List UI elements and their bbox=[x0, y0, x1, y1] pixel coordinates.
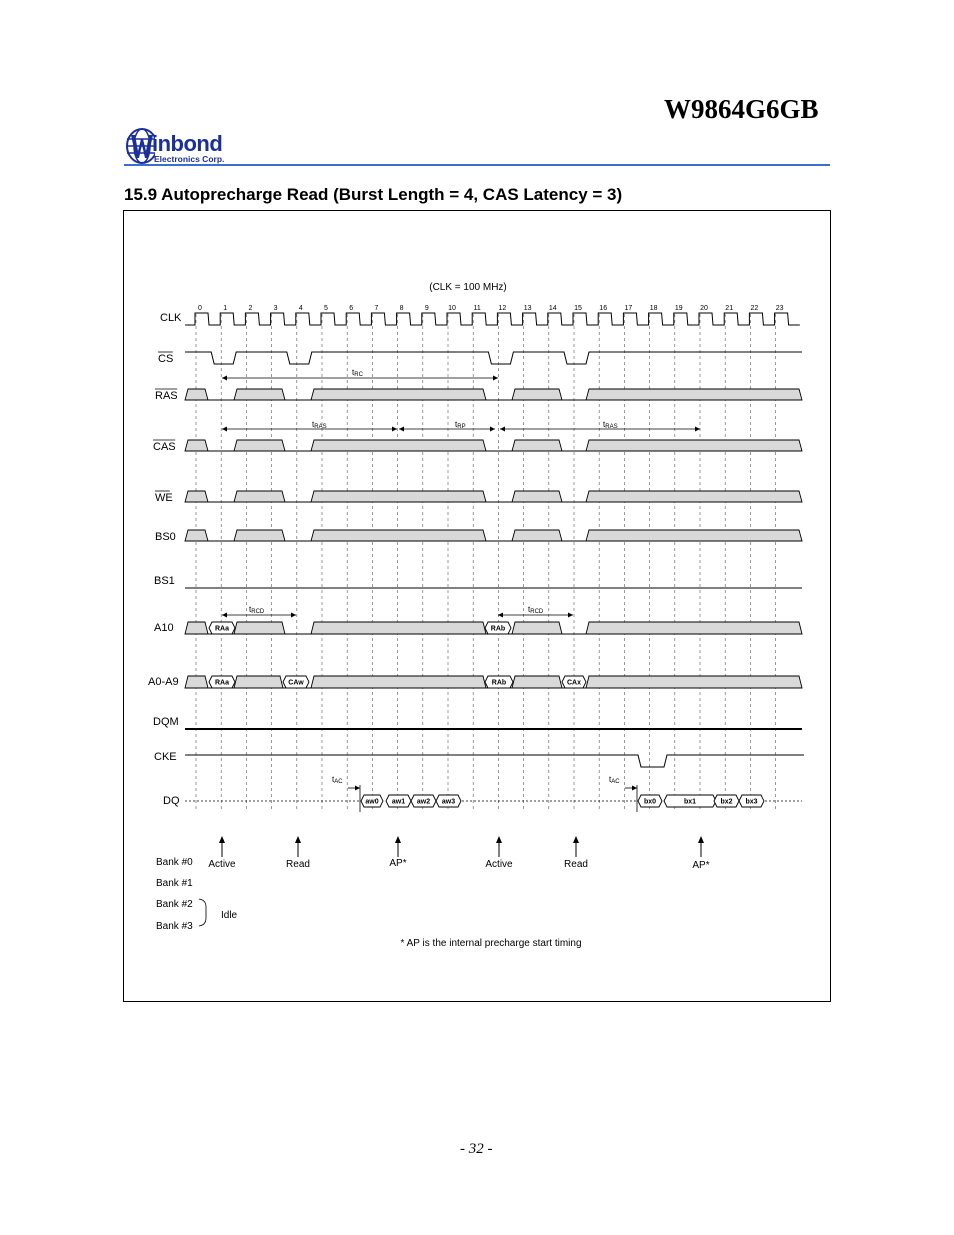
cas-waveform bbox=[185, 440, 802, 451]
tac-arrow-head bbox=[355, 786, 360, 791]
bus-segment bbox=[185, 676, 208, 688]
signal-label-dq: DQ bbox=[163, 795, 180, 807]
bus-segment bbox=[234, 440, 285, 451]
idle-label: Idle bbox=[221, 910, 238, 921]
clock-number: 8 bbox=[399, 305, 404, 312]
a10-value-box-label: RAb bbox=[490, 625, 506, 633]
signal-label-ras: RAS bbox=[155, 390, 178, 402]
waveforms bbox=[185, 313, 804, 807]
tac-label: tAC bbox=[332, 775, 343, 785]
clock-numbers bbox=[198, 305, 784, 312]
clock-number: 14 bbox=[548, 305, 557, 312]
bus-segment bbox=[586, 676, 802, 688]
clock-number: 21 bbox=[725, 305, 734, 312]
bus-segment bbox=[586, 622, 802, 634]
clock-number: 2 bbox=[248, 305, 253, 312]
bus-segment bbox=[185, 491, 208, 502]
bus-segment bbox=[311, 491, 486, 502]
bank-3-label: Bank #3 bbox=[156, 921, 193, 932]
tras-arrow-head bbox=[222, 427, 227, 432]
clock-number: 23 bbox=[775, 305, 784, 312]
event-arrow-head bbox=[295, 836, 301, 843]
bus-segment bbox=[185, 622, 208, 634]
bus-segment bbox=[512, 389, 562, 400]
addr-value-box-label: CAw bbox=[288, 679, 304, 687]
trp-arrow-label: tRP bbox=[455, 420, 466, 430]
clock-number: 7 bbox=[374, 305, 379, 312]
signal-label-cas: CAS bbox=[153, 441, 176, 453]
event-arrow-head bbox=[698, 836, 704, 843]
trc-arrow-label: tRC bbox=[352, 368, 363, 378]
bus-segment bbox=[234, 622, 285, 634]
clock-note: (CLK = 100 MHz) bbox=[429, 282, 507, 293]
clock-number: 6 bbox=[349, 305, 354, 312]
bus-segment bbox=[586, 491, 802, 502]
trcd-arrow-head bbox=[498, 613, 503, 618]
part-number: W9864G6GB bbox=[664, 94, 819, 124]
signal-label-clk: CLK bbox=[160, 312, 182, 324]
bus-segment bbox=[185, 530, 208, 541]
bus-segment bbox=[512, 530, 562, 541]
signal-label-cs: CS bbox=[158, 353, 174, 365]
bus-segment bbox=[311, 676, 486, 688]
trcd-arrow-head bbox=[568, 613, 573, 618]
event-label: Read bbox=[564, 859, 588, 870]
tras-arrow-label: tRAS bbox=[603, 420, 618, 430]
trc-arrow-head bbox=[222, 376, 227, 381]
dq-value-box-label: aw3 bbox=[441, 798, 456, 806]
event-label: AP* bbox=[389, 858, 407, 869]
clock-number: 3 bbox=[273, 305, 278, 312]
tac-arrow-head bbox=[632, 786, 637, 791]
footnote: * AP is the internal precharge start timing bbox=[400, 938, 582, 949]
event-markers bbox=[208, 836, 709, 871]
event-label: Active bbox=[485, 859, 513, 870]
clock-number: 20 bbox=[700, 305, 708, 312]
tras-arrow-label: tRAS bbox=[312, 420, 327, 430]
logo-subtitle: Electronics Corp. bbox=[154, 154, 225, 164]
clock-number: 12 bbox=[498, 305, 507, 312]
clock-number: 18 bbox=[649, 305, 658, 312]
bus-segment bbox=[185, 440, 208, 451]
addr-value-box-label: RAa bbox=[214, 679, 230, 687]
bus-segment bbox=[311, 440, 486, 451]
bus-segment bbox=[586, 389, 802, 400]
bank-1-label: Bank #1 bbox=[156, 878, 193, 889]
bus-segment bbox=[586, 530, 802, 541]
clock-number: 11 bbox=[473, 305, 481, 312]
clock-number: 0 bbox=[198, 305, 202, 312]
signal-label-cke: CKE bbox=[154, 751, 177, 763]
trp-arrow-head bbox=[490, 427, 495, 432]
signal-label-a0-a9: A0-A9 bbox=[148, 676, 179, 688]
clock-number: 10 bbox=[448, 305, 456, 312]
signal-label-we: WE bbox=[155, 492, 173, 504]
addr-value-box-label: RAb bbox=[491, 679, 507, 687]
clock-number: 16 bbox=[599, 305, 608, 312]
bus-segment bbox=[234, 676, 283, 688]
trcd-arrow-label: tRCD bbox=[249, 605, 265, 615]
addr-value-box-label: CAx bbox=[566, 679, 582, 687]
trcd-arrow-head bbox=[291, 613, 296, 618]
tac-label: tAC bbox=[609, 775, 620, 785]
bus-segment bbox=[586, 440, 802, 451]
signal-label-a10: A10 bbox=[154, 622, 174, 634]
clock-number: 22 bbox=[750, 305, 759, 312]
clock-number: 13 bbox=[523, 305, 532, 312]
logo-wordmark: inbond bbox=[152, 131, 223, 156]
a10-value-box-label: RAa bbox=[214, 625, 230, 633]
dq-value-box-label: aw0 bbox=[365, 798, 379, 806]
timing-annotations bbox=[222, 368, 700, 812]
signal-label-bs1: BS1 bbox=[154, 575, 175, 587]
bus-segment bbox=[234, 530, 285, 541]
event-label: Read bbox=[286, 859, 310, 870]
clock-number: 15 bbox=[574, 305, 582, 312]
signal-label-bs0: BS0 bbox=[155, 531, 176, 543]
dq-value-box-label: bx3 bbox=[745, 798, 758, 806]
event-arrow-head bbox=[395, 836, 401, 843]
we-waveform bbox=[185, 491, 802, 502]
idle-brace bbox=[199, 899, 206, 926]
bus-segment bbox=[311, 389, 486, 400]
section-title: 15.9 Autoprecharge Read (Burst Length = 4, CAS Latency = 3) bbox=[124, 185, 623, 204]
tras-arrow-head bbox=[392, 427, 397, 432]
dq-value-box-label: bx2 bbox=[720, 798, 733, 806]
clock-number: 1 bbox=[223, 305, 228, 312]
bus-segment bbox=[512, 440, 562, 451]
clock-number: 5 bbox=[324, 305, 328, 312]
tras-arrow-head bbox=[500, 427, 505, 432]
cke-waveform bbox=[185, 755, 804, 767]
bs0-waveform bbox=[185, 530, 802, 541]
bus-segment bbox=[311, 530, 486, 541]
clock-number: 17 bbox=[624, 305, 633, 312]
bus-segment bbox=[234, 389, 285, 400]
page-number: - 32 - bbox=[460, 1141, 493, 1157]
cs-waveform bbox=[185, 352, 802, 364]
event-arrow-head bbox=[219, 836, 225, 843]
dq-value-box-label: aw2 bbox=[416, 798, 431, 806]
event-arrow-head bbox=[573, 836, 579, 843]
signal-labels bbox=[148, 312, 182, 807]
bank-0-label: Bank #0 bbox=[156, 857, 193, 868]
bank-2-label: Bank #2 bbox=[156, 899, 193, 910]
trcd-arrow-label: tRCD bbox=[528, 605, 544, 615]
event-arrow-head bbox=[496, 836, 502, 843]
bus-segment bbox=[512, 676, 562, 688]
trp-arrow-head bbox=[399, 427, 404, 432]
ras-waveform bbox=[185, 389, 802, 400]
tras-arrow-head bbox=[695, 427, 700, 432]
dq-value-box-label: bx0 bbox=[643, 798, 657, 806]
dq-value-box-label: aw1 bbox=[391, 798, 406, 806]
bus-segment bbox=[512, 622, 562, 634]
signal-label-dqm: DQM bbox=[153, 716, 179, 728]
clk-waveform bbox=[185, 313, 800, 325]
trc-arrow-head bbox=[493, 376, 498, 381]
bus-segment bbox=[512, 491, 562, 502]
event-label: Active bbox=[208, 859, 236, 870]
bus-segment bbox=[185, 389, 208, 400]
clock-number: 19 bbox=[674, 305, 683, 312]
bus-segment bbox=[234, 491, 285, 502]
clock-number: 4 bbox=[298, 305, 303, 312]
dq-value-box-label: bx1 bbox=[683, 798, 697, 806]
bus-segment bbox=[311, 622, 486, 634]
clock-number: 9 bbox=[424, 305, 429, 312]
event-label: AP* bbox=[692, 860, 710, 871]
trcd-arrow-head bbox=[222, 613, 227, 618]
